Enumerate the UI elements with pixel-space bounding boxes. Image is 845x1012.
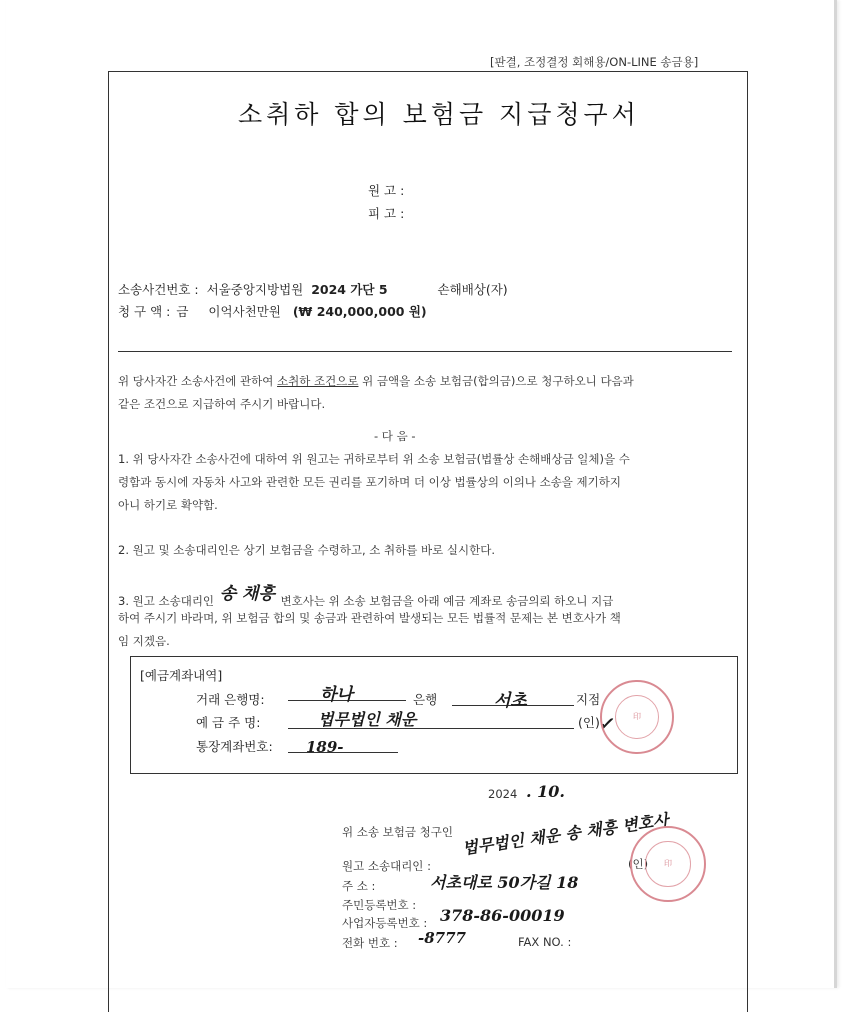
bank-suffix: 은행: [413, 692, 438, 707]
intro-line-1: 위 당사자간 소송사건에 관하여 소취하 조건으로 위 금액을 소송 보험금(합의금)으로 청구하오니 다음과: [118, 374, 634, 388]
plaintiff-label: 원 고 :: [368, 183, 405, 198]
header-tag: [판결, 조정결정 회해용/ON-LINE 송금용]: [490, 55, 699, 69]
section-heading: - 다 음 -: [374, 429, 416, 443]
item-3-line-1: 3. 원고 소송대리인 송 채흥 변호사는 위 소송 보험금을 아래 예금 계좌로 송금의뢰 하오니 지급: [118, 584, 614, 608]
item-1-line-2: 령함과 동시에 자동차 사고와 관련한 모든 권리를 포기하며 더 이상 법률상의 이의나 소송을 제기하지: [118, 475, 621, 489]
item-1-line-3: 아니 하기로 확약함.: [118, 498, 218, 512]
intro-line-2: 같은 조건으로 지급하여 주시기 바랍니다.: [118, 397, 326, 411]
agent-seal-mark: (인): [628, 857, 649, 871]
item-1-line-1: 1. 위 당사자간 소송사건에 대하여 위 원고는 귀하로부터 위 소송 보험금(법률상 손해배상금 일체)을 수: [118, 452, 630, 466]
checkmark-icon: ✓: [598, 714, 614, 735]
claim-prefix: 금: [176, 304, 189, 319]
case-court: 서울중앙지방법원: [206, 282, 304, 297]
claim-label: 청 구 액 :: [118, 304, 171, 319]
branch-handwritten: 서초: [494, 691, 527, 711]
document-page: [6, 0, 837, 988]
claim-amount-numeric: (₩ 240,000,000 원): [292, 304, 427, 319]
case-number: 2024 가단 5: [311, 282, 388, 297]
rrn-label: 주민등록번호 :: [342, 898, 417, 912]
claim-amount-korean: 이억사천만원: [208, 304, 281, 319]
handwritten-lawyer-name: 송 채흥: [219, 584, 275, 604]
agent-label: 원고 소송대리인 :: [342, 859, 431, 873]
claim-row: [118, 302, 427, 320]
underlined-condition: 소취하 조건으로: [277, 374, 359, 388]
date-handwritten: . 10.: [526, 782, 565, 801]
phone-handwritten: -8777: [418, 929, 466, 947]
red-seal-stamp-icon: 印: [600, 680, 674, 754]
brn-handwritten: 378-86-00019: [440, 906, 565, 925]
account-number-handwritten: 189-: [306, 738, 344, 756]
case-type: 손해배상(자): [437, 282, 508, 297]
address-handwritten: 서초대로 50가길 18: [430, 873, 579, 892]
item-3-line-2: 하여 주시기 바라며, 위 보험금 합의 및 송금과 관련하여 발생되는 모든 법률적 문제는 본 변호사가 책: [118, 611, 621, 625]
case-label: 소송사건번호 :: [118, 282, 199, 297]
defendant-label: 피 고 :: [368, 206, 405, 221]
bank-label: 거래 은행명:: [196, 692, 265, 707]
phone-label: 전화 번호 :: [342, 936, 398, 950]
date-year: 2024: [488, 787, 518, 801]
divider-line: [118, 351, 732, 352]
holder-seal-mark: (인): [578, 715, 600, 730]
case-row: [118, 280, 508, 298]
claimant-label: 위 소송 보험금 청구인: [342, 825, 453, 839]
agent-signature-handwritten: 법무법인 채운 송 채흥 변호사: [461, 810, 670, 859]
bank-handwritten: 하나: [320, 685, 353, 705]
item-2: 2. 원고 및 소송대리인은 상기 보험금을 수령하고, 소 취하를 바로 실시한다.: [118, 543, 495, 557]
fax-label: FAX NO. :: [518, 935, 572, 949]
branch-suffix: 지점: [576, 692, 601, 707]
holder-label: 예 금 주 명:: [196, 715, 261, 730]
address-label: 주 소 :: [342, 879, 376, 893]
document-title: 소취하 합의 보험금 지급청구서: [238, 100, 640, 129]
account-header: [예금계좌내역]: [140, 668, 223, 683]
item-3-line-3: 임 지겠음.: [118, 634, 170, 648]
red-seal-stamp-icon: 印: [630, 826, 706, 902]
brn-label: 사업자등록번호 :: [342, 916, 428, 930]
holder-handwritten: 법무법인 채운: [318, 710, 417, 729]
account-number-label: 통장계좌번호:: [196, 739, 273, 754]
